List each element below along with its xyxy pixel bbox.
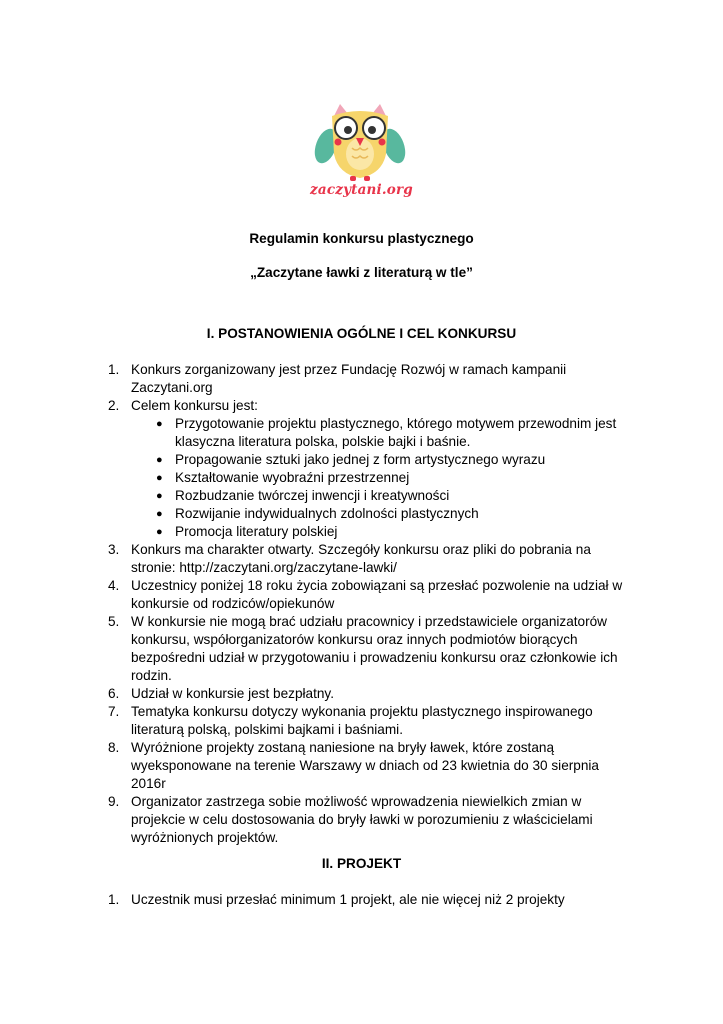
list-text: konkursie od rodziców/opiekunów: [131, 596, 335, 611]
list-number: 3.: [108, 542, 120, 557]
document-title: Regulamin konkursu plastycznego: [249, 231, 474, 246]
list-text: Celem konkursu jest:: [131, 398, 258, 413]
list-text: Konkurs zorganizowany jest przez Fundację Rozwój w ramach kampanii: [131, 362, 567, 377]
list-text: wyróżnionych projektów.: [131, 830, 279, 845]
bullet-text: Promocja literatury polskiej: [175, 524, 338, 539]
bullet-text: Kształtowanie wyobraźni przestrzennej: [175, 470, 410, 485]
list-number: 7.: [108, 704, 120, 719]
bullet-text: Przygotowanie projektu plastycznego, którego motywem przewodnim jest: [175, 416, 617, 431]
bullet-text: Rozwijanie indywidualnych zdolności plastycznych: [175, 506, 479, 521]
list-number: 4.: [108, 578, 120, 593]
list-text: Udział w konkursie jest bezpłatny.: [131, 686, 334, 701]
list-text: Wyróżnione projekty zostaną naniesione na bryły ławek, które zostaną: [131, 740, 555, 755]
section-1-heading: I. POSTANOWIENIA OGÓLNE I CEL KONKURSU: [206, 326, 517, 341]
list-number: 5.: [108, 614, 120, 629]
list-text: bezpośredni udział w przygotowaniu i prowadzeniu konkursu oraz członkowie ich: [131, 650, 618, 665]
list-text: rodzin.: [131, 668, 172, 683]
list-number: 6.: [108, 686, 120, 701]
list-number: 8.: [108, 740, 120, 755]
list-text: Zaczytani.org: [131, 380, 213, 395]
document-subtitle: „Zaczytane ławki z literaturą w tle”: [250, 265, 473, 280]
list-text: stronie: http://zaczytani.org/zaczytane-lawki/: [131, 560, 397, 575]
bullet-text: Rozbudzanie twórczej inwencji i kreatywności: [175, 488, 450, 503]
list-text: Uczestnik musi przesłać minimum 1 projekt, ale nie więcej niż 2 projekty: [131, 892, 565, 907]
list-number: 9.: [108, 794, 120, 809]
list-text: Organizator zastrzega sobie możliwość wprowadzenia niewielkich zmian w: [131, 794, 582, 809]
bullet-icon: ●: [156, 454, 163, 466]
zaczytani-logo: [310, 102, 413, 206]
bullet-text: Propagowanie sztuki jako jednej z form artystycznego wyrazu: [175, 452, 546, 467]
bullet-icon: ●: [156, 508, 163, 520]
bullet-icon: ●: [156, 418, 163, 430]
list-text: Uczestnicy poniżej 18 roku życia zobowiązani są przesłać pozwolenie na udział w: [131, 578, 623, 593]
list-number: 1.: [108, 892, 120, 907]
list-text: Konkurs ma charakter otwarty. Szczegóły konkursu oraz pliki do pobrania na: [131, 542, 591, 557]
list-text: literaturą polską, polskimi bajkami i baśniami.: [131, 722, 403, 737]
list-number: 2.: [108, 398, 120, 413]
section-2-heading: II. PROJEKT: [321, 856, 402, 871]
logo-brand-text: zaczytani.org: [310, 182, 413, 198]
owl-icon: [310, 102, 410, 184]
bullet-text: klasyczna literatura polska, polskie bajki i baśnie.: [175, 434, 471, 449]
list-text: W konkursie nie mogą brać udziału pracownicy i przedstawiciele organizatorów: [131, 614, 608, 629]
list-text: konkursu, współorganizatorów konkursu oraz innych podmiotów biorących: [131, 632, 578, 647]
bullet-icon: ●: [156, 490, 163, 502]
list-text: wyeksponowane na terenie Warszawy w dniach od 23 kwietnia do 30 sierpnia: [131, 758, 599, 773]
list-text: 2016r: [131, 776, 166, 791]
list-number: 1.: [108, 362, 120, 377]
list-text: projekcie w celu dostosowania do bryły ławki w porozumieniu z właścicielami: [131, 812, 593, 827]
bullet-icon: ●: [156, 526, 163, 538]
list-text: Tematyka konkursu dotyczy wykonania projektu plastycznego inspirowanego: [131, 704, 593, 719]
bullet-icon: ●: [156, 472, 163, 484]
